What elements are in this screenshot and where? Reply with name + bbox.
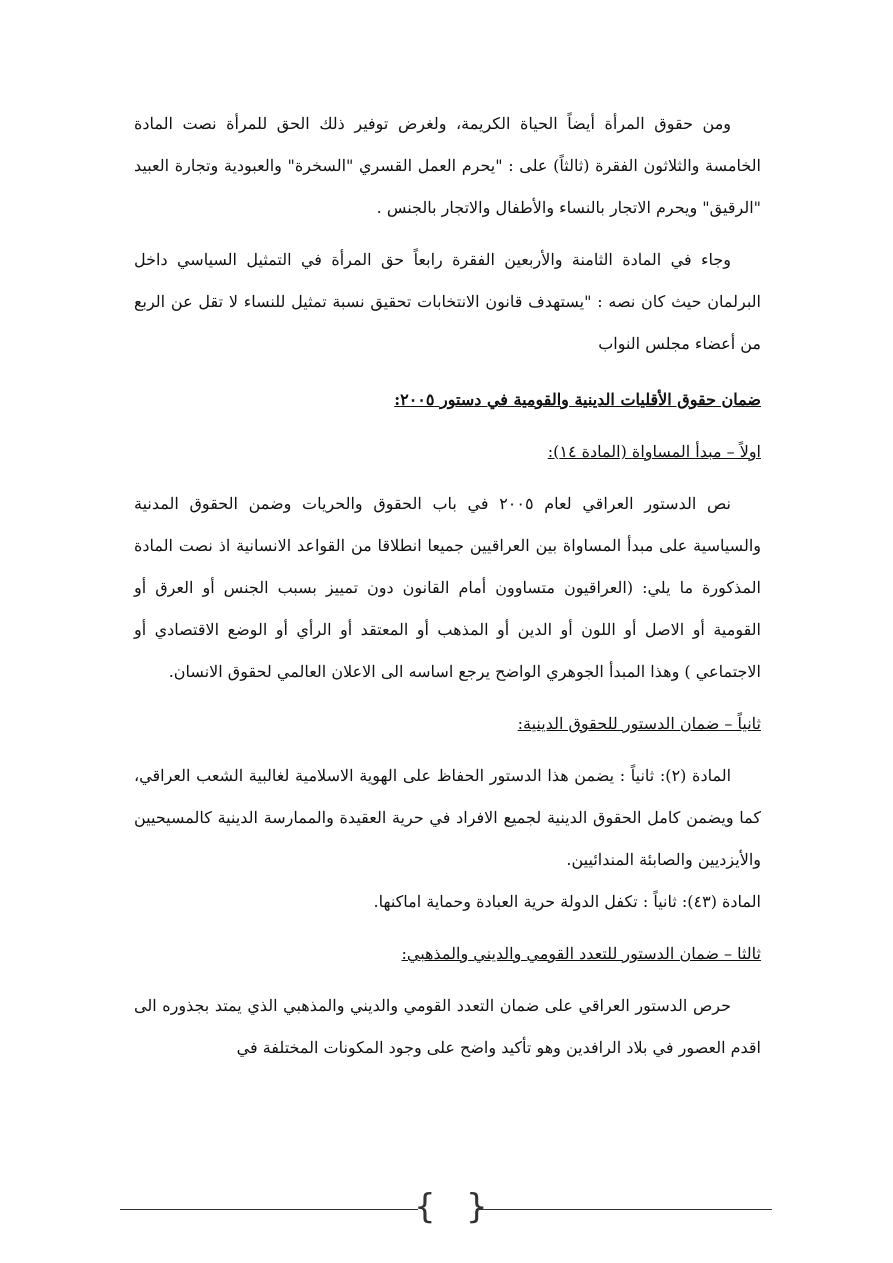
paragraph-article-2: المادة (٢): ثانياً : يضمن هذا الدستور الحفاظ على الهوية الاسلامية لغالبية الشعب العراقي، كما ويضمن كامل الحقوق الدينية لجميع الافراد في حرية العقيدة والممارسة الدينية كالمسيحيين والأيزديين والصابئة المندائيين. — [134, 766, 761, 869]
footer-rule-left — [120, 1209, 418, 1210]
body-text — [134, 103, 761, 1069]
footer-bracket-close: } — [466, 1187, 488, 1227]
paragraph-equality: نص الدستور العراقي لعام ٢٠٠٥ في باب الحقوق والحريات وضمن الحقوق المدنية والسياسية على مبدأ المساواة بين العراقيين جميعا انطلاقا من القواعد الانسانية اذ نصت المادة المذكورة ما يلي: (العراقيون متساوون أمام القانون دون تمييز بسبب الجنس أو العرق أو القومية أو الاصل أو اللون أو الدين أو المذهب أو المعتقد أو الرأي أو الوضع الاقتصادي أو الاجتماعي ) وهذا المبدأ الجوهري الواضح يرجع اساسه الى الاعلان العالمي لحقوق الانسان. — [134, 494, 762, 681]
footer-rule-right — [476, 1209, 772, 1210]
paragraph-women-dignity: ومن حقوق المرأة أيضاً الحياة الكريمة، ولغرض توفير ذلك الحق للمرأة نصت المادة الخامسة والثلاثون الفقرة (ثالثاً) على : "يحرم العمل القسري "السخرة" والعبودية وتجارة العبيد "الرقيق" ويحرم الاتجار بالنساء والأطفال والاتجار بالجنس . — [134, 114, 761, 217]
footer-bracket-open: { — [414, 1187, 436, 1227]
paragraph-article-43: المادة (٤٣): ثانياً : تكفل الدولة حرية العبادة وحماية اماكنها. — [373, 892, 761, 911]
paragraph-pluralism: حرص الدستور العراقي على ضمان التعدد القومي والديني والمذهبي الذي يمتد بجذوره الى اقدم العصور في بلاد الرافدين وهو تأكيد واضح على وجود المكونات المختلفة في — [134, 996, 761, 1057]
section-heading-minorities: ضمان حقوق الأقليات الدينية والقومية في دستور ٢٠٠٥: — [394, 390, 761, 409]
subheading-equality: اولاً – مبدأ المساواة (المادة ١٤): — [547, 442, 761, 461]
subheading-pluralism: ثالثا – ضمان الدستور للتعدد القومي والديني والمذهبي: — [401, 944, 761, 963]
subheading-religious-rights: ثانياً – ضمان الدستور للحقوق الدينية: — [517, 714, 761, 733]
paragraph-women-representation: وجاء في المادة الثامنة والأربعين الفقرة رابعاً حق المرأة في التمثيل السياسي داخل البرلمان حيث كان نصه : "يستهدف قانون الانتخابات تحقيق نسبة تمثيل للنساء لا تقل عن الربع من أعضاء مجلس النواب — [134, 250, 761, 353]
